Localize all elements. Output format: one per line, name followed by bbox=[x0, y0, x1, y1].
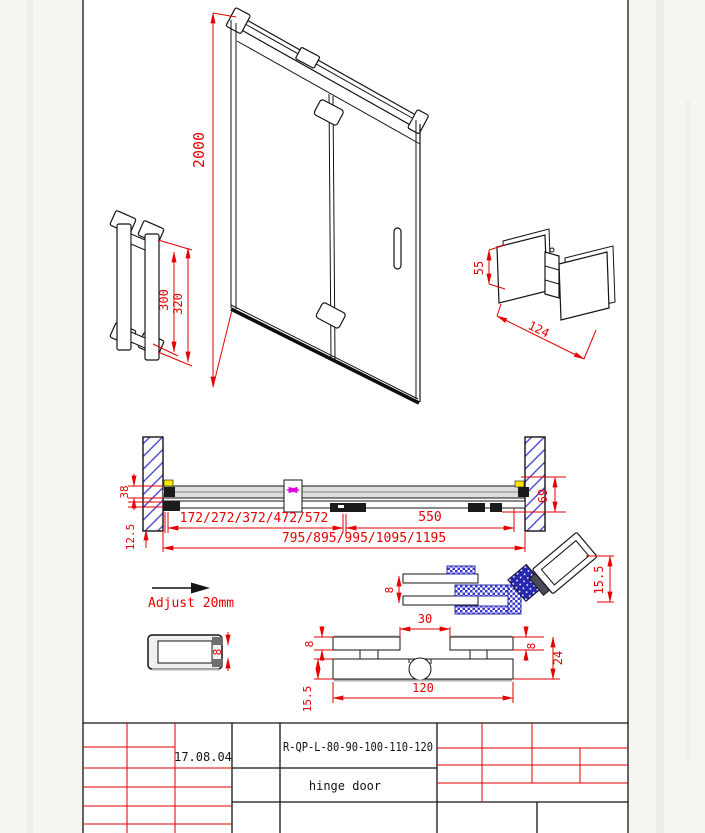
stopper-left bbox=[164, 480, 173, 486]
dim-550: 550 bbox=[418, 510, 442, 525]
handle-detail bbox=[110, 210, 192, 366]
title-date: 17.08.04 bbox=[174, 750, 232, 764]
dim-hinge-124: 124 bbox=[525, 318, 552, 341]
glass-strip-a bbox=[403, 574, 478, 583]
dim-magnet-8: 8 bbox=[383, 586, 396, 594]
wall-right bbox=[525, 437, 545, 531]
dim-offset-12-5: 12.5 bbox=[124, 523, 137, 551]
dim-door-height: 2000 bbox=[190, 131, 208, 169]
adjust-note: Adjust 20mm bbox=[148, 596, 235, 611]
plan-hinge bbox=[330, 503, 366, 512]
door-catch bbox=[468, 503, 485, 512]
glass-hinge-bottom bbox=[315, 302, 346, 329]
glass-hinge-top bbox=[313, 99, 344, 126]
dim-handle-300: 300 bbox=[157, 289, 171, 311]
wall-profile-left bbox=[163, 501, 180, 511]
hinge-cross-section bbox=[301, 612, 565, 712]
dim-base-15-5: 15.5 bbox=[301, 685, 314, 713]
title-model: R-QP-L-80-90-100-110-120 bbox=[283, 740, 433, 754]
dim-plate-8-right: 8 bbox=[525, 642, 538, 650]
stopper-right bbox=[515, 481, 524, 487]
hinge-plate-section-left bbox=[333, 637, 400, 650]
dim-gap-30: 30 bbox=[417, 612, 433, 626]
dim-door-height-group bbox=[190, 13, 236, 387]
magnet-seal-top bbox=[447, 566, 475, 574]
title-block bbox=[83, 723, 628, 833]
dim-69: 69 bbox=[536, 488, 550, 504]
isometric-door-view bbox=[190, 7, 429, 403]
glass-strip-b bbox=[403, 596, 478, 605]
dim-120: 120 bbox=[412, 681, 434, 695]
wall-left bbox=[143, 437, 163, 531]
glass-top-edge bbox=[237, 41, 420, 144]
title-product: hinge door bbox=[308, 779, 382, 793]
dim-hinge-55: 55 bbox=[472, 260, 486, 276]
wall-profile-section bbox=[148, 632, 228, 671]
dim-widths-172: 172/272/372/472/572 bbox=[179, 511, 329, 526]
dim-widths-795: 795/895/995/1095/1195 bbox=[281, 531, 447, 546]
dim-plate-8-left: 8 bbox=[303, 640, 316, 648]
hinge-plate-section-right bbox=[450, 637, 513, 650]
glass-hinge-detail bbox=[472, 229, 615, 359]
plan-view bbox=[118, 437, 566, 552]
hinge-plate-right bbox=[559, 252, 609, 320]
dim-magnet-15-5: 15.5 bbox=[592, 565, 606, 595]
dim-handle-320: 320 bbox=[171, 293, 185, 315]
dim-profile-8: 8 bbox=[211, 648, 224, 656]
handle-bar-front bbox=[117, 224, 131, 350]
rail-bracket bbox=[284, 480, 302, 512]
dim-rail-38: 38 bbox=[118, 485, 131, 499]
door-knob bbox=[394, 228, 401, 269]
hinge-knuckle bbox=[409, 658, 431, 680]
dim-24: 24 bbox=[551, 650, 565, 666]
glass-bottom-edge bbox=[231, 309, 419, 403]
hinge-barrel bbox=[545, 252, 559, 298]
adjust-note-group bbox=[148, 583, 234, 612]
sheet-border bbox=[83, 0, 628, 833]
